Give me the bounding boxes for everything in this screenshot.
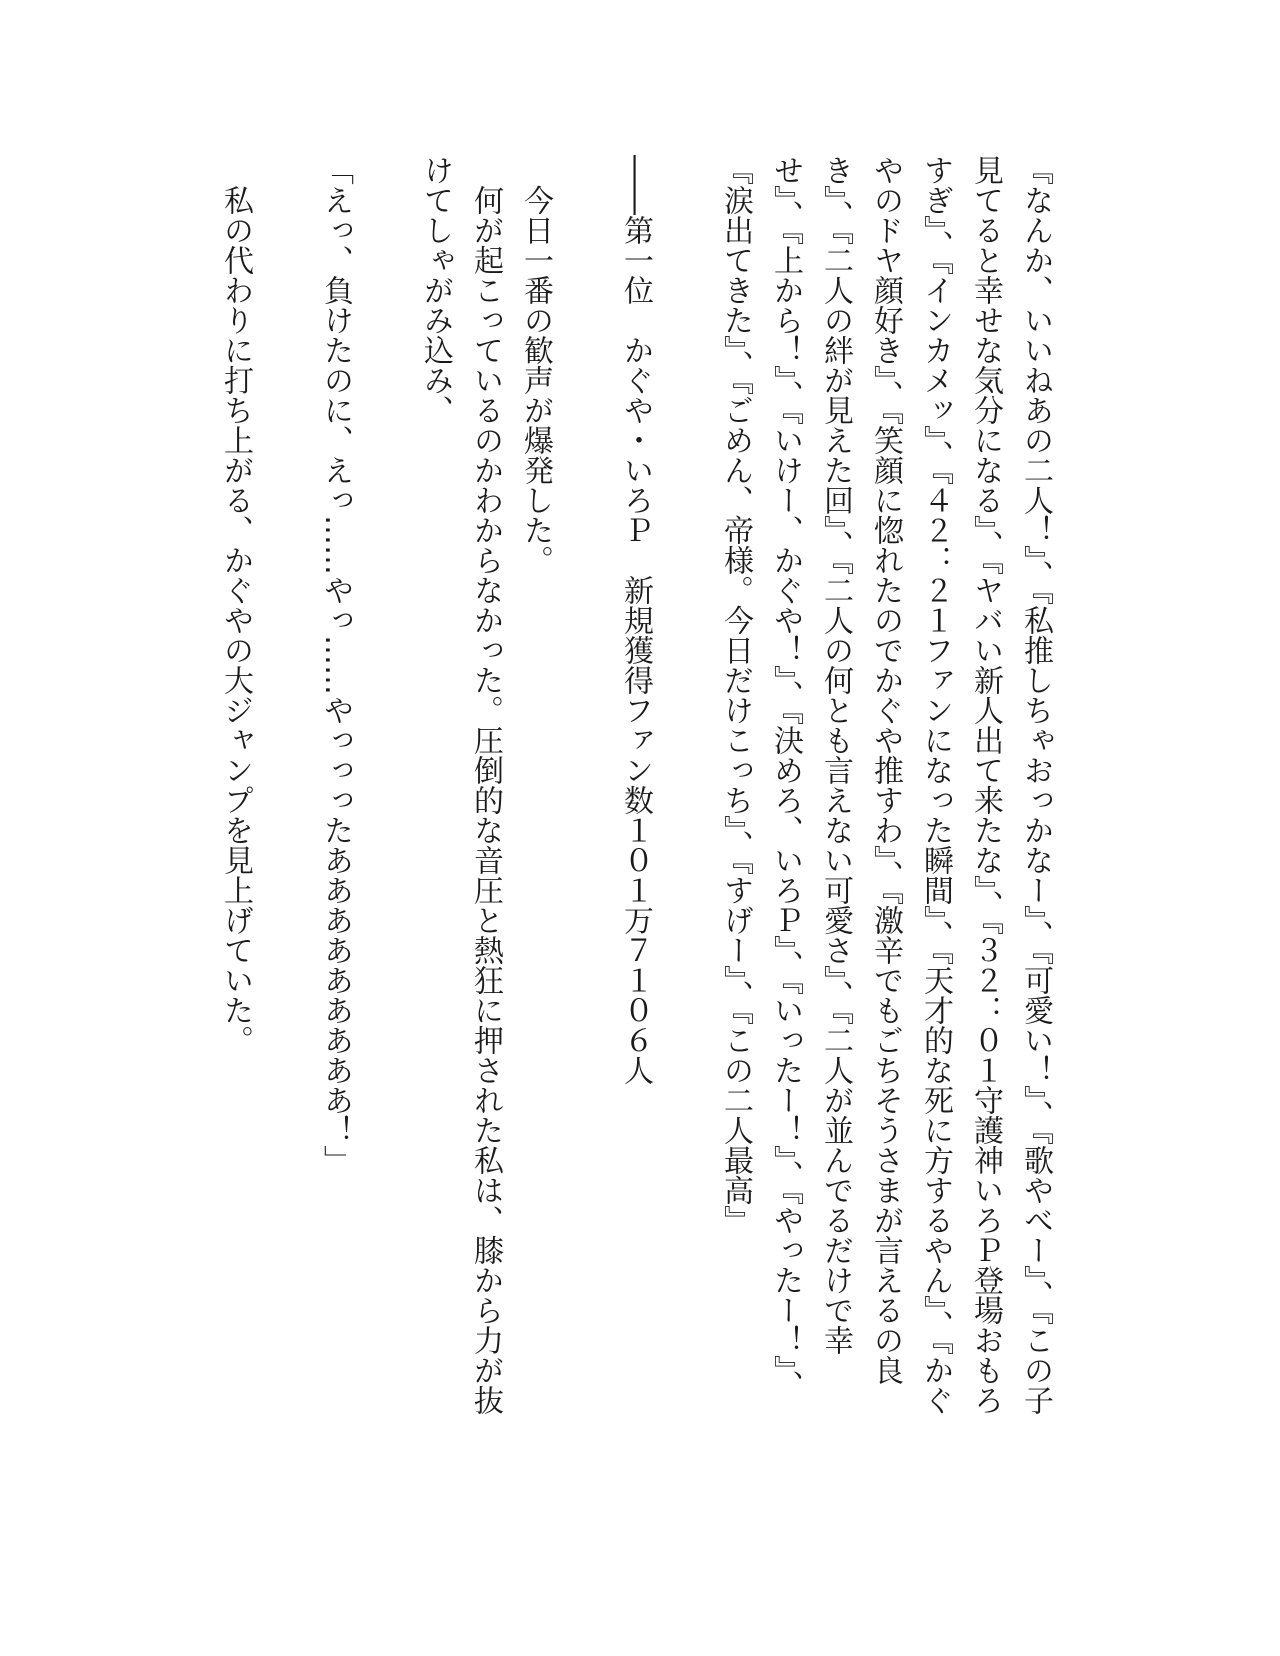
blank-line [660, 155, 710, 1417]
fan-comments-paragraph: 『なんか、いいねあの二人！』、『私推しちゃおっかなー』、『可愛い！』、『歌やべー』、『この子見てると幸せな気分になる』、『ヤバい新人出て来たな』、『３２：０１守護神いろＰ登場おもろすぎ』、『インカメッ』、『４２：２１ファンになった瞬間』、『天才的な死に方するやん』、『かぐやのドヤ顔好き』、『笑顔に惚れたのでかぐや推すわ』、『激辛でもごちそうさまが言えるの良き』、『二人の絆が見えた回』、『二人の何とも言えない可愛さ』、『二人が並んでるだけで幸せ』、『上から！』、『いけー、かぐや！』、『決めろ、いろＰ』、『いったー！』、『やったー！』、『涙出てきた』、『ごめん、帝様。今日だけこっち』、『すげー』、『この二人最高』 [718, 155, 1053, 1415]
narration-paragraph: 私の代わりに打ち上がる、かぐやの大ジャンプを見上げていた。 [218, 185, 253, 1055]
dialogue-line: 「えっ、負けたのに、えっ……やっ……やっっったあああああああああ！」 [318, 155, 353, 1175]
ranking-announcement: ――第一位 かぐや・いろＰ 新規獲得ファン数１０１万７１０６人 [618, 155, 653, 1085]
blank-line [360, 155, 410, 1417]
blank-line [260, 155, 310, 1417]
narration-paragraph: 今日一番の歓声が爆発した。 [518, 185, 553, 575]
blank-line [560, 155, 610, 1417]
narration-paragraph: 何が起こっているのかわからなかった。圧倒的な音圧と熱狂に押された私は、膝から力が抜けてしゃがみ込み、 [418, 155, 503, 1415]
vertical-text-page [210, 155, 1060, 1417]
